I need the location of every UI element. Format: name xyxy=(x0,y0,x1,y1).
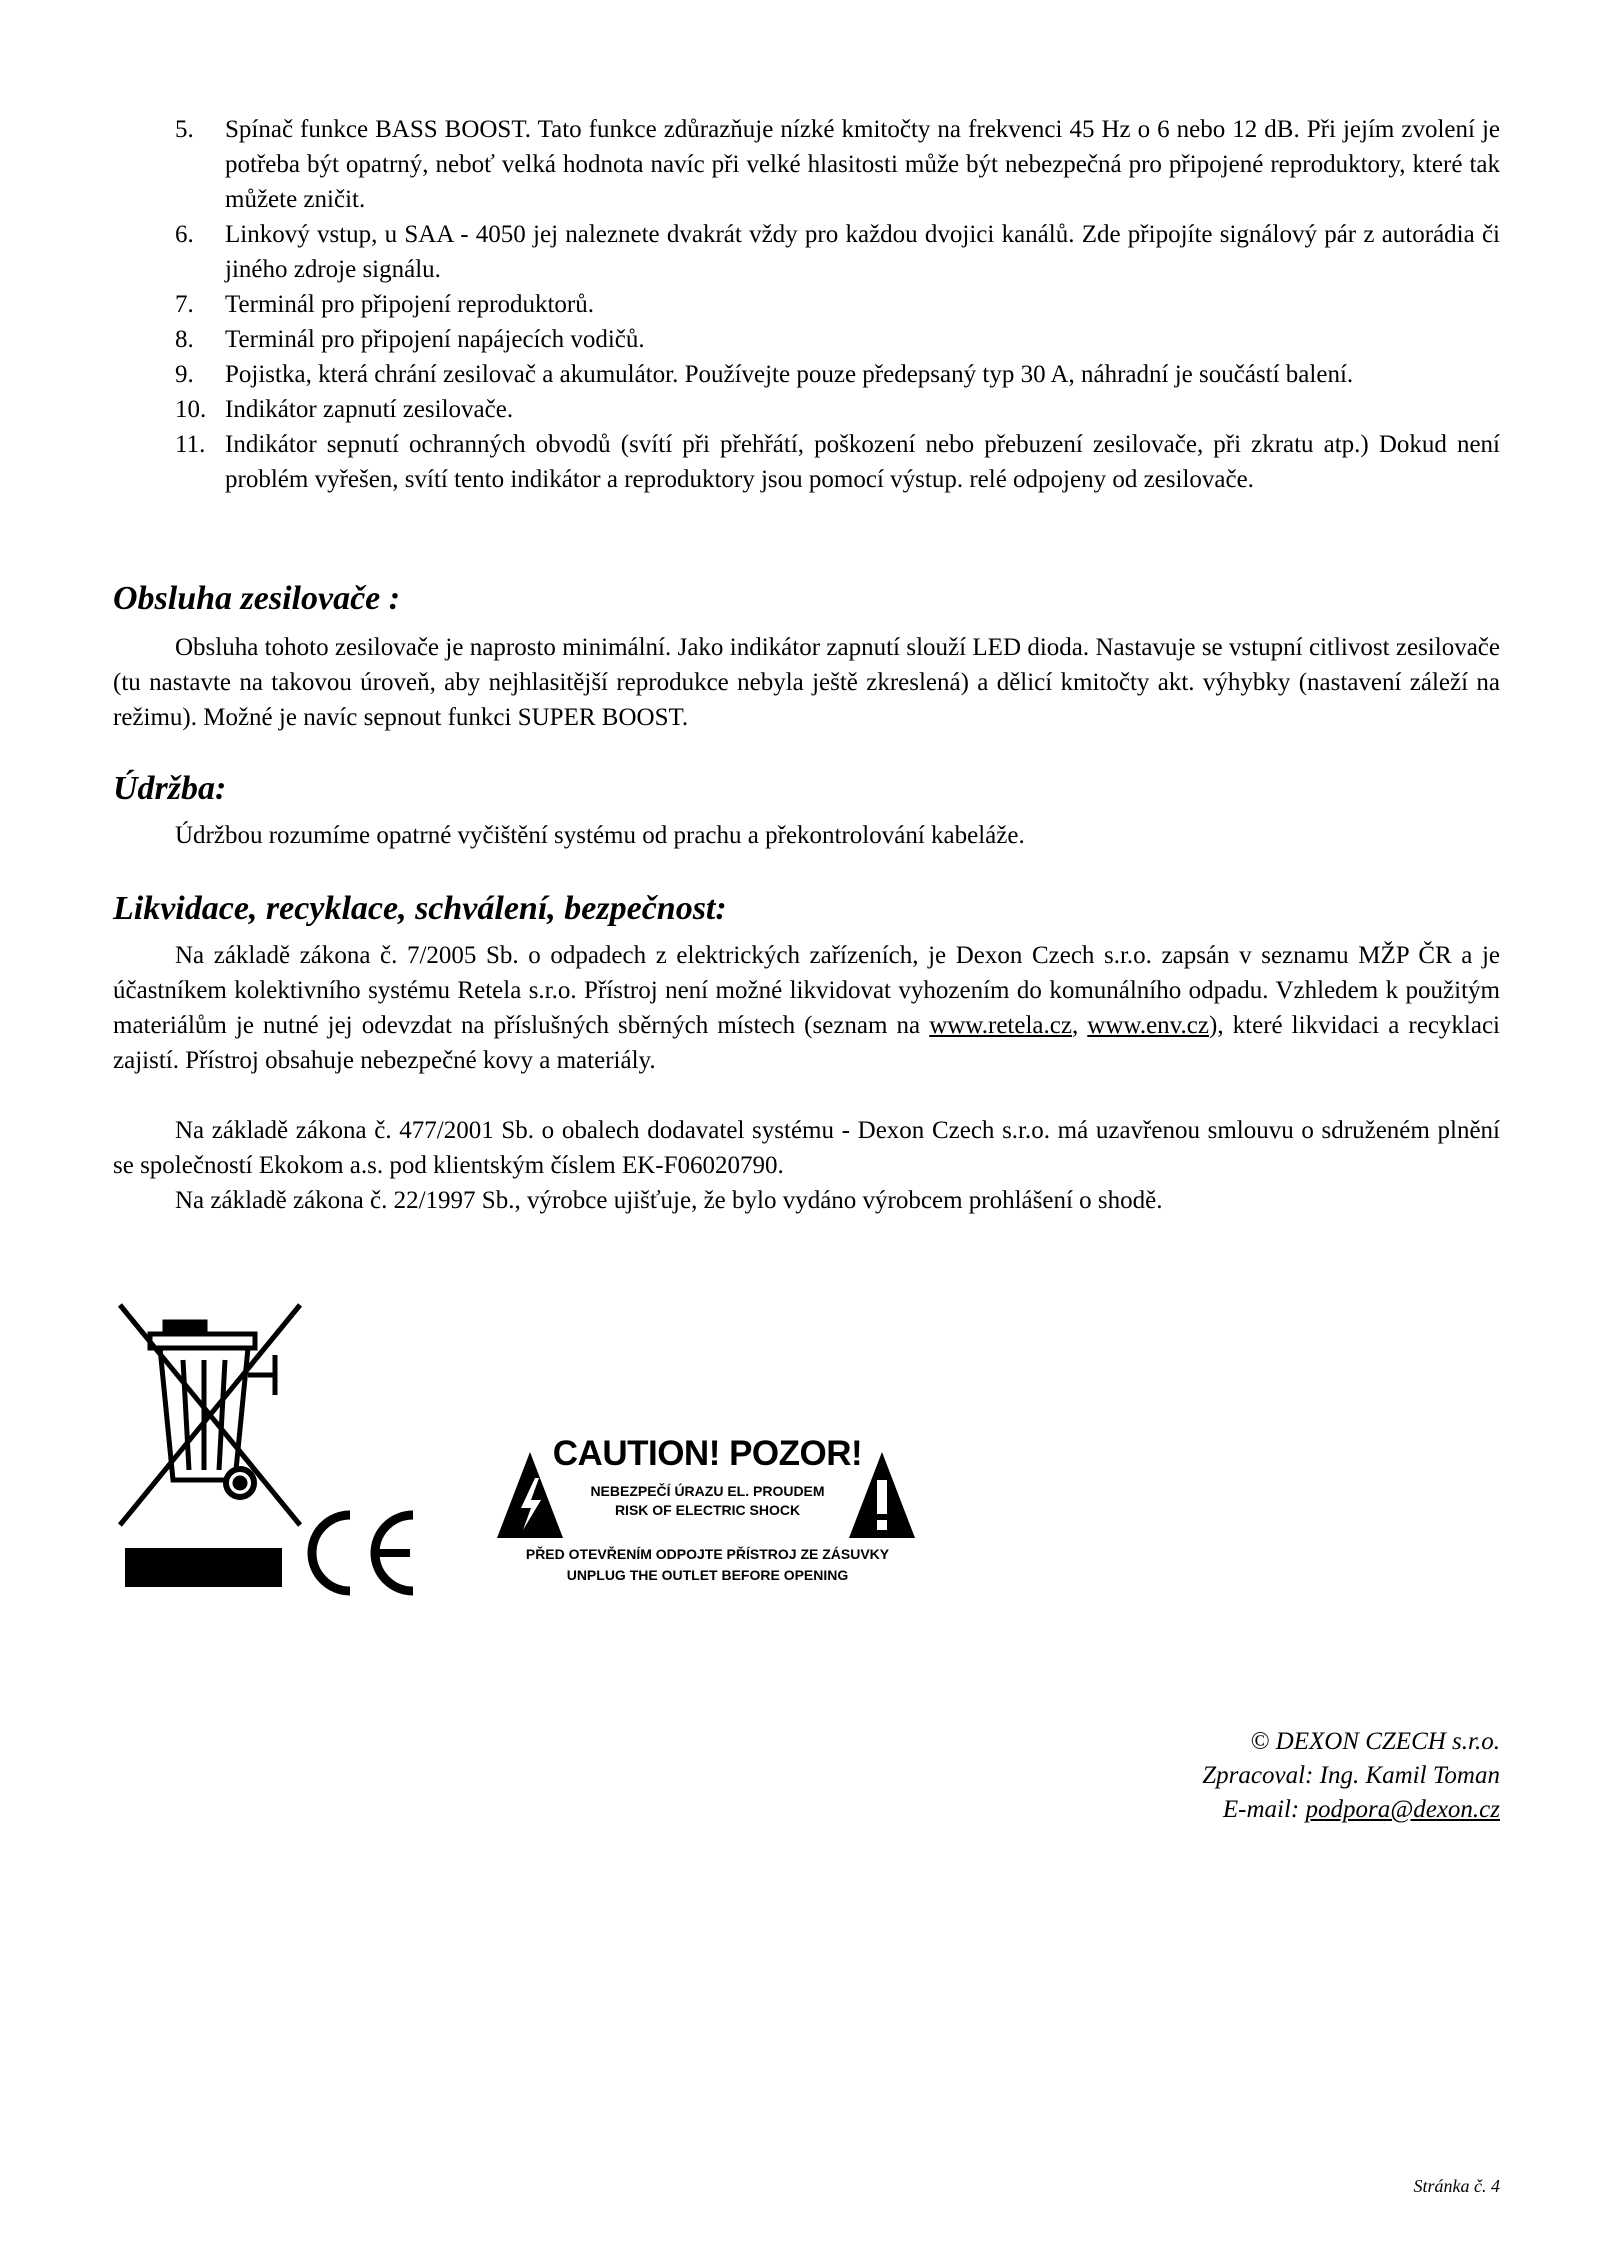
list-text: Spínač funkce BASS BOOST. Tato funkce zdůrazňuje nízké kmitočty na frekvenci 45 Hz o 6 nebo 12 dB. Při jejím zvolení je potřeba být opatrný, neboť velká hodnota navíc při velké hlasitosti může být nebezpečná pro připojené reproduktory, které tak můžete zničit. xyxy=(225,116,1500,213)
text-segment: Na základě zákona č. 7/2005 Sb. o odpadech z elektrických zařízeních, je Dexon Czech s.r.o. zapsán v seznamu MŽP ČR a je účastníkem kolektivního systému Retela s.r.o. Přístroj není možné likvidovat vyhozením do komunálního odpadu. Vzhledem k použitým materiálům je nutné jej odevzdat na příslušných sběrných místech (seznam na xyxy=(113,942,1500,1039)
list-item xyxy=(175,392,1500,427)
feature-list xyxy=(175,112,1500,497)
heading-obsluha: Obsluha zesilovače : xyxy=(113,580,401,617)
list-text: Linkový vstup, u SAA - 4050 jej naleznete dvakrát vždy pro každou dvojici kanálů. Zde připojíte signálový pár z autorádia či jiného zdroje signálu. xyxy=(225,221,1500,283)
caution-subtitle-cz: NEBEZPEČÍ ÚRAZU EL. PROUDEM xyxy=(590,1483,825,1499)
caution-subtitle-en: RISK OF ELECTRIC SHOCK xyxy=(614,1502,801,1518)
paragraph-likvidace-2: Na základě zákona č. 477/2001 Sb. o obalech dodavatel systému - Dexon Czech s.r.o. má uzavřenou smlouvu o sdruženém plnění se společností Ekokom a.s. pod klientským číslem EK-F06020790. xyxy=(113,1117,1500,1179)
author: Zpracoval: Ing. Kamil Toman xyxy=(1202,1762,1500,1789)
copyright-block xyxy=(1202,1725,1500,1827)
heading-udrzba: Údržba: xyxy=(113,770,227,807)
list-text: Pojistka, která chrání zesilovač a akumulátor. Používejte pouze předepsaný typ 30 A, náhradní je součástí balení. xyxy=(225,361,1354,388)
paragraph-obsluha: Obsluha tohoto zesilovače je naprosto minimální. Jako indikátor zapnutí slouží LED dioda. Nastavuje se vstupní citlivost zesilovače (tu nastavte na takovou úroveň, aby nejhlasitější reprodukce nebyla ještě zkreslená) a dělicí kmitočty akt. výhybky (nastavení záleží na režimu). Možné je navíc sepnout funkci SUPER BOOST. xyxy=(113,634,1500,731)
list-number: 8. xyxy=(175,326,194,353)
caution-label xyxy=(495,1432,920,1612)
heading-likvidace: Likvidace, recyklace, schválení, bezpečnost: xyxy=(113,890,727,927)
caution-footer-cz: PŘED OTEVŘENÍM ODPOJTE PŘÍSTROJ ZE ZÁSUVKY xyxy=(525,1546,890,1562)
link-env[interactable]: www.env.cz xyxy=(1087,1012,1209,1039)
list-text: Terminál pro připojení reproduktorů. xyxy=(225,291,594,318)
list-item xyxy=(175,217,1500,287)
email-label: E-mail: xyxy=(1222,1796,1306,1823)
company-name: © DEXON CZECH s.r.o. xyxy=(1250,1728,1500,1755)
text-segment: ), které likvidaci a recyklaci zajistí. Přístroj obsahuje nebezpečné kovy a materiály. xyxy=(113,1012,1501,1074)
list-text: Terminál pro připojení napájecích vodičů. xyxy=(225,326,645,353)
page-number: Stránka č. 4 xyxy=(1413,2176,1500,2196)
list-item xyxy=(175,427,1500,497)
caution-title: CAUTION! POZOR! xyxy=(552,1434,863,1473)
weee-black-bar xyxy=(125,1548,282,1587)
list-number: 6. xyxy=(175,221,194,248)
list-item xyxy=(175,112,1500,217)
list-item xyxy=(175,357,1500,392)
list-number: 11. xyxy=(175,431,206,458)
paragraph-udrzba: Údržbou rozumíme opatrné vyčištění systému od prachu a překontrolování kabeláže. xyxy=(175,822,1025,849)
list-item xyxy=(175,322,1500,357)
email-link[interactable]: podpora@dexon.cz xyxy=(1305,1796,1500,1823)
link-retela[interactable]: www.retela.cz xyxy=(929,1012,1072,1039)
ce-mark-icon xyxy=(295,1503,420,1603)
list-number: 7. xyxy=(175,291,194,318)
caution-footer-en: UNPLUG THE OUTLET BEFORE OPENING xyxy=(566,1567,849,1583)
weee-bin-icon xyxy=(115,1300,305,1530)
paragraph-likvidace-3: Na základě zákona č. 22/1997 Sb., výrobce ujišťuje, že bylo vydáno výrobcem prohlášení o shodě. xyxy=(175,1187,1163,1214)
email-line xyxy=(1202,1793,1500,1827)
list-number: 5. xyxy=(175,116,194,143)
text-segment: , xyxy=(1071,1012,1088,1039)
paragraph-likvidace-1 xyxy=(113,938,1500,1078)
list-item xyxy=(175,287,1500,322)
list-number: 9. xyxy=(175,361,194,388)
list-number: 10. xyxy=(175,396,207,423)
list-text: Indikátor zapnutí zesilovače. xyxy=(225,396,514,423)
list-text: Indikátor sepnutí ochranných obvodů (svítí při přehřátí, poškození nebo přebuzení zesilovače, při zkratu atp.) Dokud není problém vyřešen, svítí tento indikátor a reproduktory jsou pomocí výstup. relé odpojeny od zesilovače. xyxy=(225,431,1500,493)
